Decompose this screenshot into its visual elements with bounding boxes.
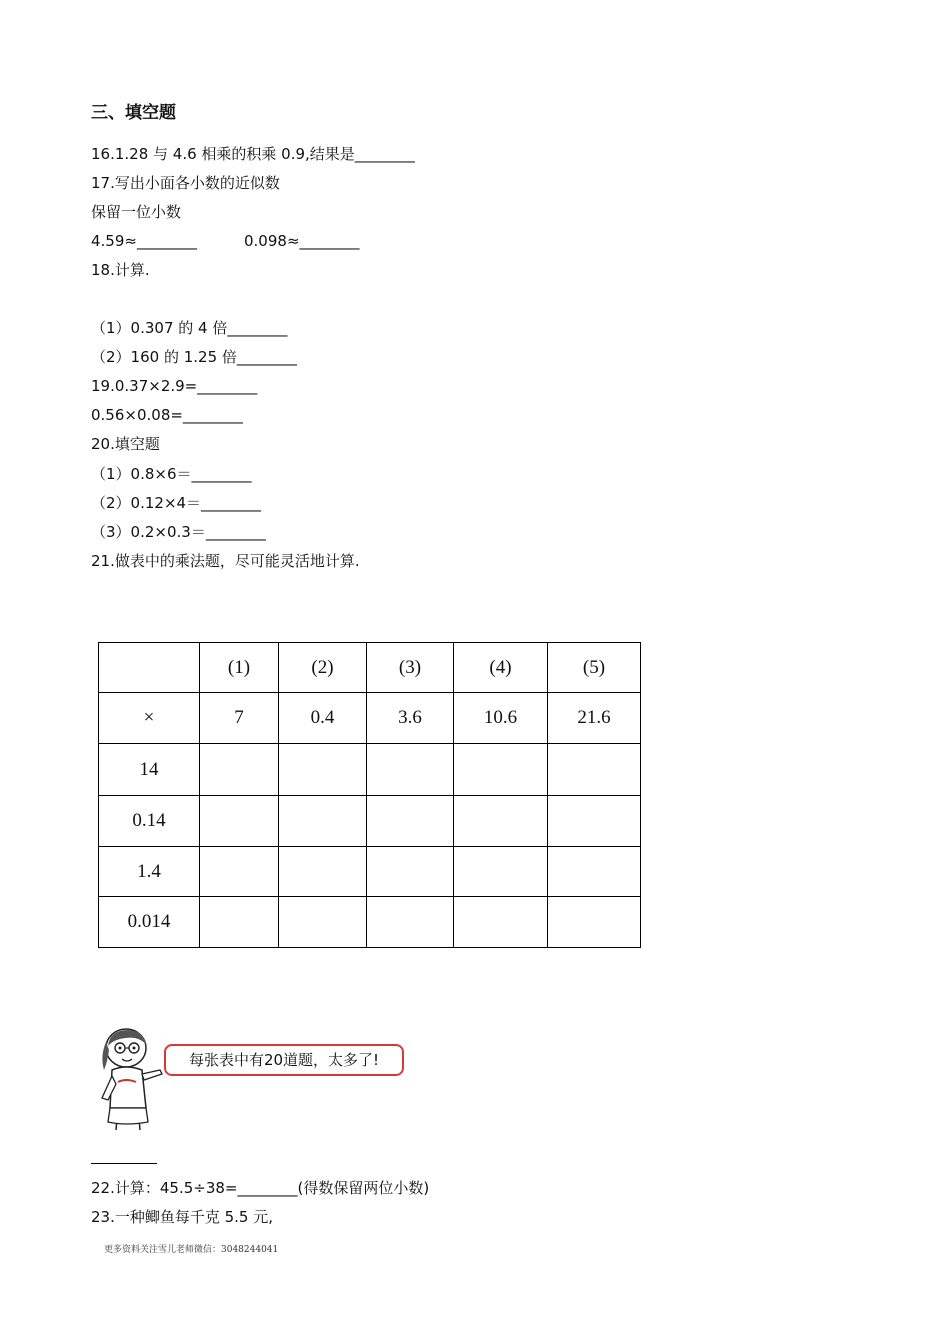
- question-21: 21.做表中的乘法题，尽可能灵活地计算.: [91, 552, 360, 570]
- answer-cell[interactable]: [200, 847, 279, 897]
- question-17-b: 0.098≈________: [244, 232, 360, 250]
- answer-cell[interactable]: [279, 897, 367, 948]
- question-20-1: （1）0.8×6＝________: [91, 465, 252, 483]
- question-20: 20.填空题: [91, 435, 160, 453]
- table-header-cell: (3): [367, 643, 454, 693]
- answer-cell[interactable]: [367, 744, 454, 796]
- answer-cell[interactable]: [367, 897, 454, 948]
- question-20-3: （3）0.2×0.3＝________: [91, 523, 266, 541]
- answer-blank-line: [91, 1163, 157, 1164]
- table-header-cell: (1): [200, 643, 279, 693]
- question-17-a: 4.59≈________: [91, 232, 197, 250]
- question-19-2: 0.56×0.08=________: [91, 406, 243, 424]
- answer-cell[interactable]: [279, 744, 367, 796]
- multiplier-cell: 3.6: [367, 693, 454, 744]
- answer-cell[interactable]: [279, 796, 367, 847]
- table-header-cell: [99, 643, 200, 693]
- footnote: 更多资料关注雪儿老师微信：3048244041: [104, 1245, 279, 1255]
- row-label-cell: 0.014: [99, 897, 200, 948]
- answer-cell[interactable]: [548, 897, 641, 948]
- row-label-cell: 0.14: [99, 796, 200, 847]
- table-header-row: [99, 643, 641, 693]
- multiplier-cell: 10.6: [454, 693, 548, 744]
- answer-cell[interactable]: [454, 847, 548, 897]
- answer-cell[interactable]: [367, 847, 454, 897]
- speech-bubble: 每张表中有20道题，太多了!: [164, 1044, 404, 1076]
- question-18-1: （1）0.307 的 4 倍________: [91, 319, 288, 337]
- multiplier-cell: 0.4: [279, 693, 367, 744]
- question-20-2: （2）0.12×4＝________: [91, 494, 262, 512]
- answer-cell[interactable]: [548, 744, 641, 796]
- question-23: 23.一种鲫鱼每千克 5.5 元,: [91, 1208, 274, 1226]
- multiplication-table: [98, 642, 641, 948]
- answer-cell[interactable]: [200, 897, 279, 948]
- table-header-cell: (5): [548, 643, 641, 693]
- table-row: [99, 847, 641, 897]
- table-multiplier-row: [99, 693, 641, 744]
- multiplier-cell: 7: [200, 693, 279, 744]
- row-label-cell: 1.4: [99, 847, 200, 897]
- answer-cell[interactable]: [279, 847, 367, 897]
- question-16: 16.1.28 与 4.6 相乘的积乘 0.9,结果是________: [91, 145, 415, 163]
- table-header-cell: (4): [454, 643, 548, 693]
- answer-cell[interactable]: [454, 796, 548, 847]
- girl-illustration: [98, 1026, 168, 1134]
- row-label-cell: 14: [99, 744, 200, 796]
- answer-cell[interactable]: [200, 744, 279, 796]
- answer-cell[interactable]: [454, 897, 548, 948]
- answer-cell[interactable]: [367, 796, 454, 847]
- question-22: 22.计算：45.5÷38=________(得数保留两位小数): [91, 1179, 430, 1197]
- answer-cell[interactable]: [200, 796, 279, 847]
- table-header-cell: (2): [279, 643, 367, 693]
- question-17-subtitle: 保留一位小数: [91, 203, 182, 221]
- table-row: [99, 897, 641, 948]
- answer-cell[interactable]: [548, 847, 641, 897]
- answer-cell[interactable]: [454, 744, 548, 796]
- multiplier-cell: 21.6: [548, 693, 641, 744]
- times-symbol-cell: ×: [99, 693, 200, 744]
- question-19-1: 19.0.37×2.9=________: [91, 377, 258, 395]
- section-title: 三、填空题: [91, 103, 176, 123]
- question-18-2: （2）160 的 1.25 倍________: [91, 348, 297, 366]
- table-row: [99, 744, 641, 796]
- table-row: [99, 796, 641, 847]
- question-18: 18.计算.: [91, 261, 150, 279]
- question-17: 17.写出小面各小数的近似数: [91, 174, 280, 192]
- answer-cell[interactable]: [548, 796, 641, 847]
